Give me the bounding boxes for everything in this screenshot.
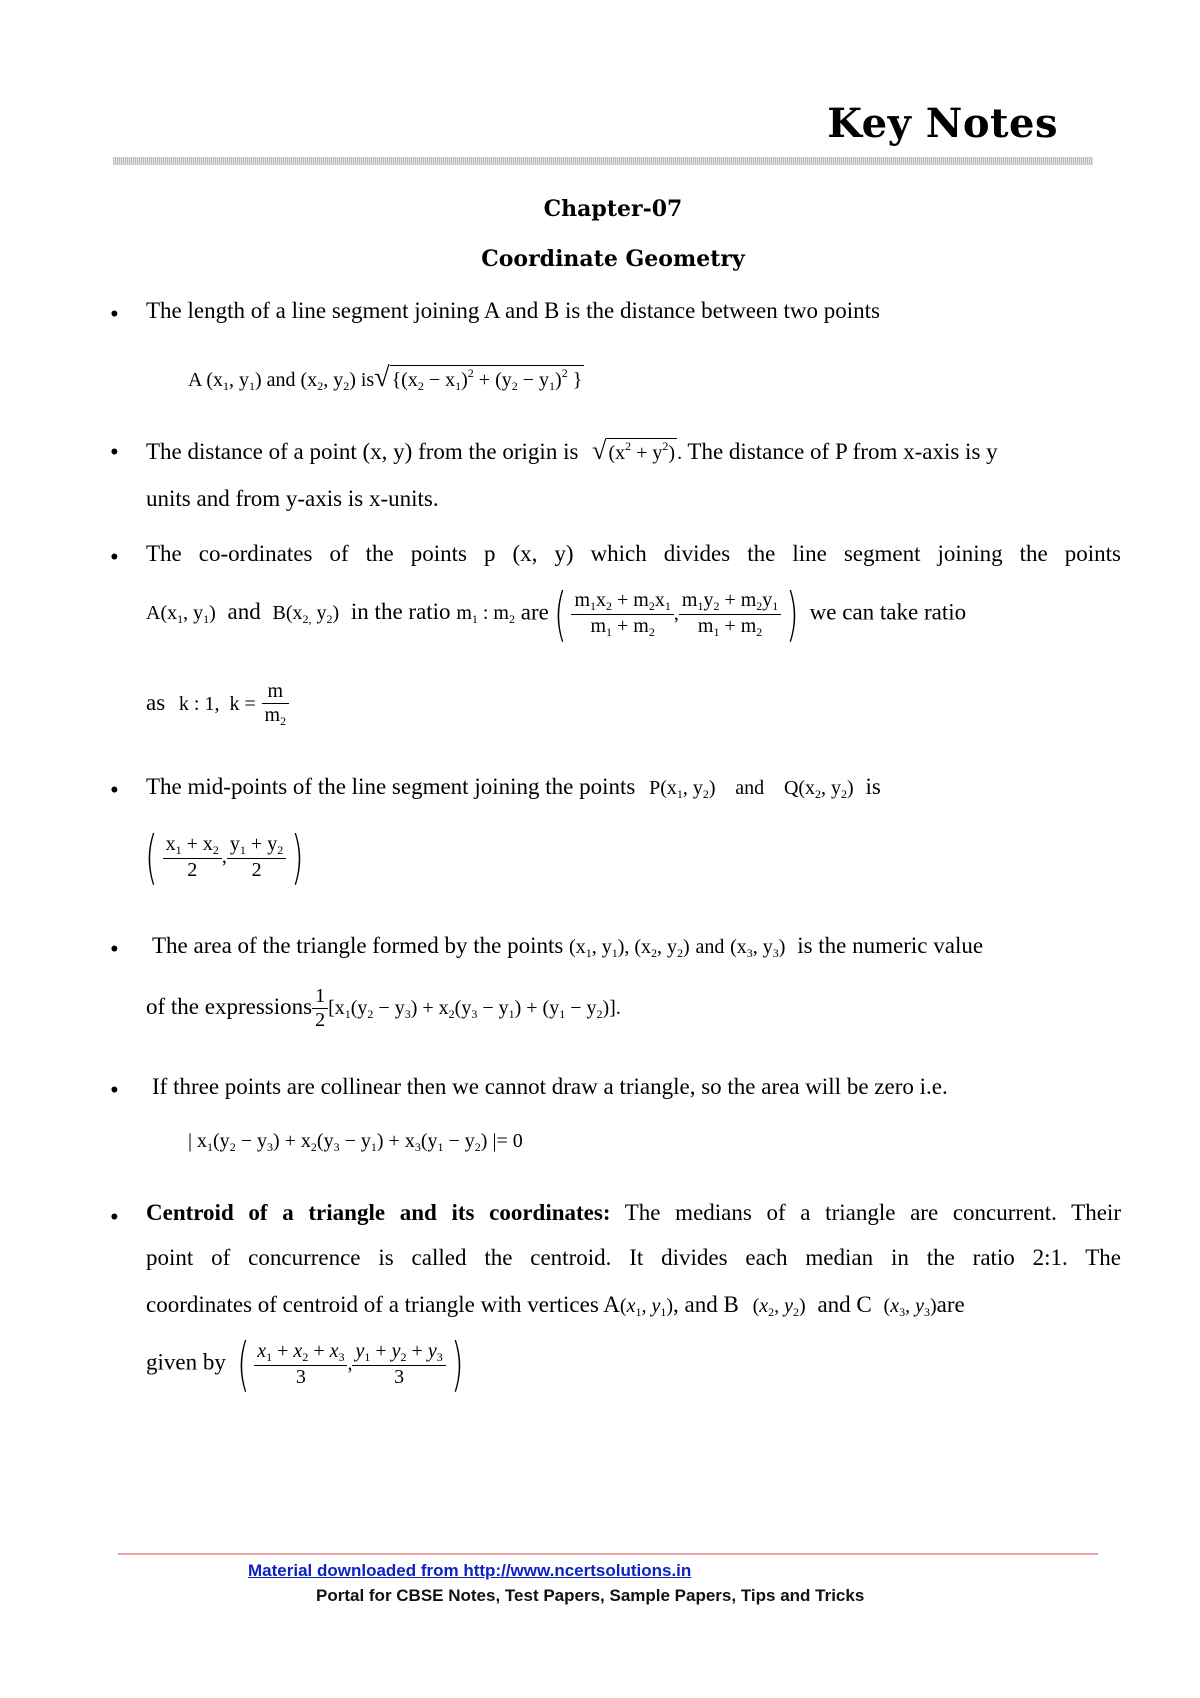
note-centroid-l3: coordinates of centroid of a triangle with vertices $A(x_1$, $y_1$), and B ($x_2$, $y_2$) and C ($x_3$, $y_3)are$ xyxy=(146,1292,965,1319)
bullet-icon: • xyxy=(110,1204,119,1231)
section-formula: $A(x_1$, $y_1$) and $B(x_{2,}$ $y_2$) in the ratio $m_1$ : $m_2$ are( $\frac{m_1x_2 + m_2x_1}{m_1 + m_2}$ , $\frac{m_1y_2 + m_2y_1}{m_1 + m_2}$ ) we can take ratio xyxy=(146,580,967,648)
footer-tagline: Portal for CBSE Notes, Test Papers, Sample Papers, Tips and Tricks xyxy=(316,1586,865,1605)
note-midpoint: The mid-points of the line segment joining the points $P(x_1$, $y_2$) and $Q(x_2$, $y_2$) is xyxy=(146,774,881,801)
collinear-formula: | $x_1(y_2 - y_3) + x_2(y_3 - y_1) + x_3(y_1 - y_2)$ |= 0 xyxy=(188,1130,523,1154)
note-centroid-l2: point of concurrence is called the centroid. It divides each median in the ratio 2:1. The xyxy=(146,1245,1121,1270)
bullet-icon: • xyxy=(110,301,119,328)
page-title: Key Notes xyxy=(827,100,1058,147)
bullet-icon: • xyxy=(110,439,119,466)
chapter-number: Chapter-07 xyxy=(543,196,683,222)
bullet-icon: • xyxy=(110,544,119,571)
note-collinear: If three points are collinear then we cannot draw a triangle, so the area will be zero i.e. xyxy=(152,1074,948,1099)
note-section-formula-text: The co-ordinates of the points p (x, y) which divides the line segment joining the points xyxy=(146,541,1121,566)
bullet-icon: • xyxy=(110,1077,119,1104)
triangle-area-formula: of the expressions $\frac{1}{2}$ $[x_1(y_2 - y_3) + x_2(y_3 - y_1) + (y_1 - y_2)]$. xyxy=(146,985,621,1031)
section-ratio: as k : 1, k = $\frac{m}{m_2}$ xyxy=(146,680,289,729)
midpoint-formula: ( $\frac{x_1 + x_2}{2}$ , $\frac{y_1 + y_2}{2}$ ) xyxy=(145,823,304,891)
distance-formula: A ($x_1$, $y_1$) and ($x_2$, $y_2$) is√ {$(x_2 - x_1)^2 + (y_2 - y_1)^2$ } xyxy=(188,362,583,393)
note-triangle-area: The area of the triangle formed by the points ($x_1$, $y_1$), ($x_2$, $y_2$) and ($x_3$, $y_3$) is the numeric value xyxy=(152,933,984,960)
footer-divider xyxy=(118,1553,1098,1555)
header-divider xyxy=(113,157,1093,165)
footer-source-link[interactable]: Material downloaded from http://www.ncertsolutions.in xyxy=(248,1561,692,1580)
bullet-icon: • xyxy=(110,777,119,804)
chapter-title: Coordinate Geometry xyxy=(481,246,745,272)
note-origin-distance: The distance of a point (x, y) from the origin is √ $(x^2 + y^2)$ . The distance of P from x-axis is y xyxy=(146,436,998,465)
note-centroid-l1: Centroid of a triangle and its coordinates: The medians of a triangle are concurrent. Their xyxy=(146,1200,1121,1225)
note-distance-formula-text: The length of a line segment joining A and B is the distance between two points xyxy=(146,298,880,323)
bullet-icon: • xyxy=(110,936,119,963)
note-origin-distance-cont: units and from y-axis is x-units. xyxy=(146,486,439,511)
centroid-formula: given by ( $\frac{x_1 + x_2 + x_3}{3}$ , $\frac{y_1 + y_2 + y_3}{3}$ ) xyxy=(146,1330,464,1398)
